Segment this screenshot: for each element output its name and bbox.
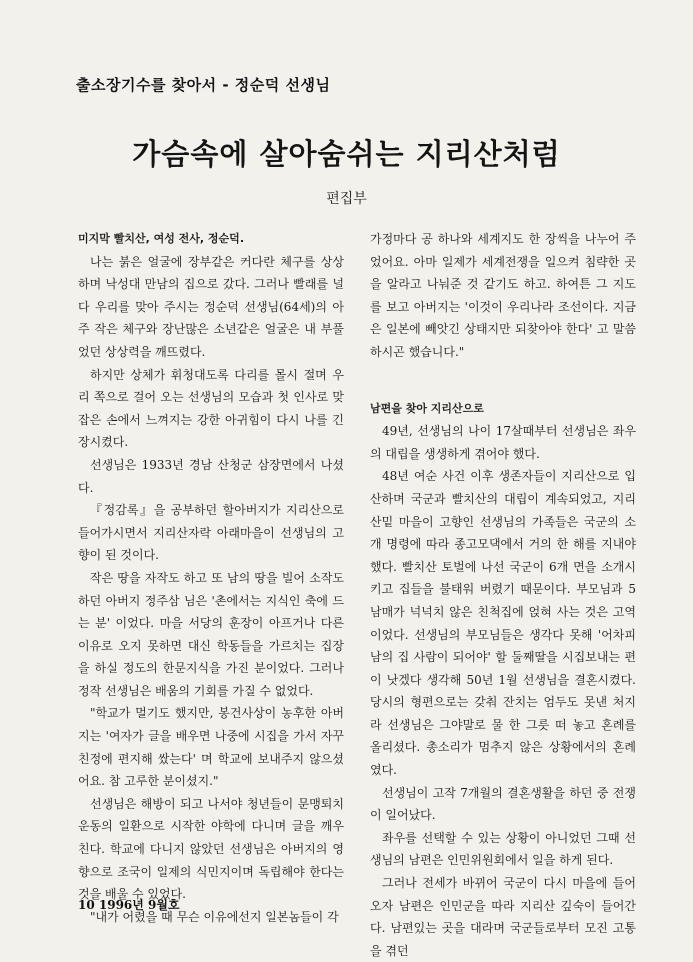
right-column (370, 228, 636, 962)
article-headline: 가슴속에 살아숨쉬는 지리산처럼 (132, 137, 561, 171)
section-subhead: 남편을 찾아 지리산으로 (370, 401, 484, 415)
body-paragraph: 선생님이 고작 7개월의 결혼생활을 하던 중 전쟁이 일어났다. (370, 785, 636, 823)
body-paragraph: 『정감록』을 공부하던 할아버지가 지리산으로 들어가시면서 지리산자락 아래마을이 선생님의 고향이 된 것이다. (78, 503, 344, 563)
body-paragraph: "내가 어렸을 때 무슨 이유에선지 일본놈들이 각 (90, 909, 339, 924)
series-title: 출소장기수를 찾아서 - 정순덕 선생님 (76, 76, 331, 94)
body-paragraph: 선생님은 해방이 되고 나서야 청년들이 문맹퇴치운동의 일환으로 시작한 야학에 다니며 글을 깨우친다. 학교에 다니지 않았던 선생님은 아버지의 영향으로 조국이 일제의 식민지이며 독립해야 한다는 것을 배울 수 있었다. (78, 796, 344, 902)
section-subhead: 미지막 빨치산, 여성 전사, 정순덕. (78, 232, 244, 245)
left-column (78, 228, 344, 928)
body-paragraph: "학교가 멀기도 했지만, 봉건사상이 농후한 아버지는 '여자가 글을 배우면 나중에 시집을 가서 자꾸 친정에 편지해 쌌는다' 며 학교에 보내주지 않으셨어요. 참 고루한 분이셨지." (78, 706, 344, 789)
body-paragraph: 선생님은 1933년 경남 산청군 삼장면에서 나셨다. (78, 457, 344, 495)
body-paragraph: 48년 여순 사건 이후 생존자들이 지리산으로 입산하며 국군과 빨치산의 대립이 계속되었고, 지리산밑 마을이 고향인 선생님의 가족들은 국군의 소개 명령에 따라 종고모댁에서 거의 한 해를 지내야했다. 빨치산 토벌에 나선 국군이 6개 면을 소개시키고 집들을 불태워 버렸기 때문이다. 부모님과 5남매가 넉넉치 않은 친척집에 얹혀 사는 것은 고역이었다. 선생님의 부모님들은 생각다 못해 '어차피 남의 집 사람이 되어야' 할 둘째딸을 시집보내는 편이 낫겠다 생각해 50년 1월 선생님을 결혼시켰다. 당시의 형편으로는 갖춰 잔치는 엄두도 못낸 처지라 선생님은 그야말로 물 한 그릇 떠 놓고 혼례를 올리셨다. 총소리가 멈추지 않은 상황에서의 혼례였다. (370, 469, 636, 778)
body-paragraph: 좌우를 선택할 수 있는 상황이 아니었던 그때 선생님의 남편은 인민위원회에서 일을 하게 된다. (370, 830, 636, 868)
body-paragraph: 나는 붉은 얼굴에 장부같은 커다란 체구를 상상하며 낙성대 만남의 집으로 갔다. 그러나 빨래를 널다 우리를 맞아 주시는 정순덕 선생님(64세)의 아주 작은 체구와 장난많은 소년같은 얼굴은 내 부풀었던 상상력을 깨뜨렸다. (78, 254, 344, 359)
body-paragraph: 가정마다 공 하나와 세계지도 한 장씩을 나누어 주었어요. 아마 일제가 세계전쟁을 일으켜 침략한 곳을 알라고 나눠준 것 같기도 하고. 하여튼 그 지도를 보고 아버지는 '이것이 우리나라 조선이다. 지금은 일본에 빼앗긴 상태지만 되찾아야 한다' 고 말씀하시곤 했습니다." (370, 232, 636, 359)
body-paragraph: 그러나 전세가 바뀌어 국군이 다시 마을에 들어오자 남편은 인민군을 따라 지리산 깊숙이 들어간다. 남편있는 곳을 대라며 국군들로부터 모진 고통을 겪던 (370, 876, 636, 958)
body-paragraph: 하지만 상체가 휘청대도록 다리를 몰시 절며 우리 쪽으로 걸어 오는 선생님의 모습과 첫 인사로 맞잡은 손에서 느껴지는 강한 아귀힘이 다시 나를 긴장시켰다. (78, 367, 344, 450)
section-gap (370, 364, 636, 398)
body-paragraph: 49년, 선생님의 나이 17살때부터 선생님은 좌우의 대립을 생생하게 겪어야 했다. (370, 424, 636, 461)
body-paragraph: 작은 땅을 자작도 하고 또 남의 땅을 빌어 소작도 하던 아버지 정주삼 님은 '촌에서는 지식인 축에 드는 분' 이었다. 마을 서당의 훈장이 아프거나 다른 이유로 오지 못하면 대신 학동들을 가르치는 집장을 하실 정도의 한문지식을 가진 분이었다. 그러나 정작 선생님은 배움의 기회를 가질 수 없었다. (78, 570, 344, 698)
page-folio: 10 1996년 9월호 (78, 898, 180, 912)
article-byline: 편집부 (326, 191, 367, 207)
